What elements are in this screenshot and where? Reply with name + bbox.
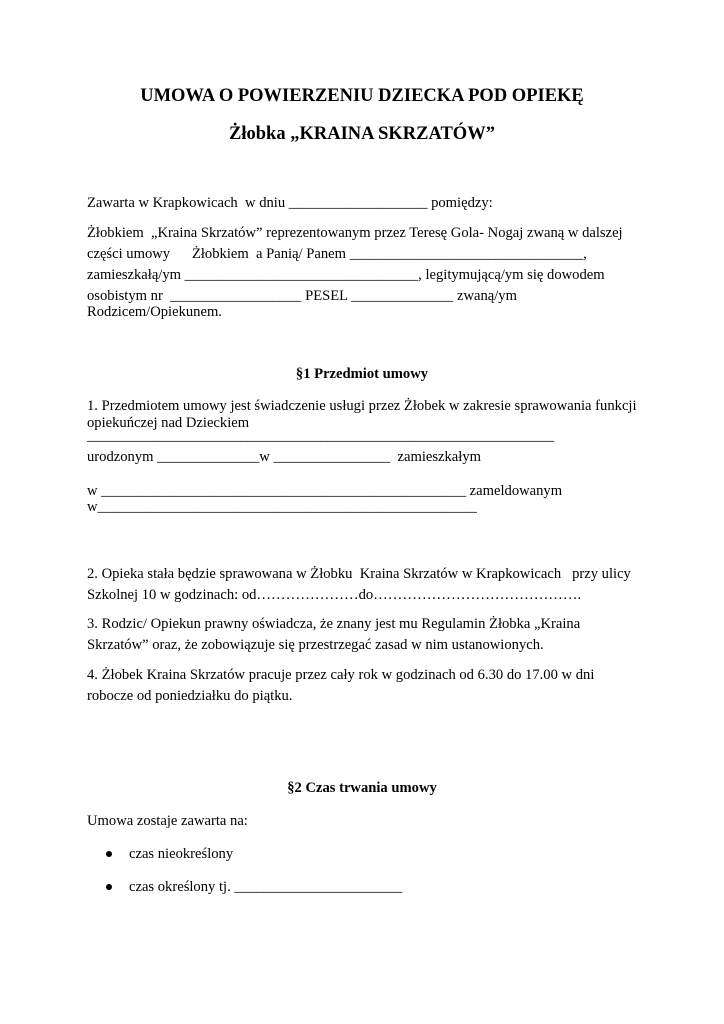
- section2-heading: §2 Czas trwania umowy: [287, 780, 437, 796]
- paragraph-line: opiekuńczej nad Dzieckiem: [87, 415, 250, 431]
- paragraph-line: 3. Rodzic/ Opiekun prawny oświadcza, że znany jest mu Regulamin Żłobka „Kraina: [87, 616, 581, 632]
- intro-line: osobistym nr __________________ PESEL ______________ zwaną/ym: [87, 288, 517, 304]
- intro-line: Zawarta w Krapkowicach w dniu ___________________ pomiędzy:: [87, 195, 493, 211]
- paragraph-line: 2. Opieka stała będzie sprawowana w Żłobku Kraina Skrzatów w Krapkowicach przy ulicy: [87, 566, 631, 582]
- paragraph-line: 1. Przedmiotem umowy jest świadczenie usługi przez Żłobek w zakresie sprawowania funkcji: [87, 398, 637, 414]
- intro-line: części umowy Żłobkiem a Panią/ Panem ________________________________,: [87, 246, 587, 262]
- paragraph-line: urodzonym ______________w ________________ zamieszkałym: [87, 449, 481, 465]
- intro-line: Rodzicem/Opiekunem.: [87, 304, 222, 320]
- section2-intro: Umowa zostaje zawarta na:: [87, 813, 248, 829]
- document-subtitle: Żłobka „KRAINA SKRZATÓW”: [229, 124, 495, 144]
- intro-line: zamieszkałą/ym ________________________________, legitymującą/ym się dowodem: [87, 267, 605, 283]
- bullet-icon: [106, 851, 112, 857]
- paragraph-line: Szkolnej 10 w godzinach: od…………………do…………………………………….: [87, 587, 582, 603]
- paragraph-line: Skrzatów” oraz, że zobowiązuje się przestrzegać zasad w nim ustanowionych.: [87, 637, 544, 653]
- section1-heading: §1 Przedmiot umowy: [295, 366, 429, 382]
- paragraph-line: ________________________________________________________________: [87, 428, 554, 444]
- document-title: UMOWA O POWIERZENIU DZIECKA POD OPIEKĘ: [140, 86, 584, 106]
- bullet-icon: [106, 884, 112, 890]
- paragraph-line: 4. Żłobek Kraina Skrzatów pracuje przez cały rok w godzinach od 6.30 do 17.00 w dni: [87, 667, 595, 683]
- intro-line: Żłobkiem „Kraina Skrzatów” reprezentowanym przez Teresę Gola- Nogaj zwaną w dalszej: [87, 225, 623, 241]
- paragraph-line: w____________________________________________________: [87, 499, 477, 515]
- paragraph-line: w __________________________________________________ zameldowanym: [87, 483, 563, 499]
- list-item: czas nieokreślony: [129, 846, 234, 862]
- list-item: czas określony tj. _______________________: [129, 879, 403, 895]
- paragraph-line: robocze od poniedziałku do piątku.: [87, 688, 293, 704]
